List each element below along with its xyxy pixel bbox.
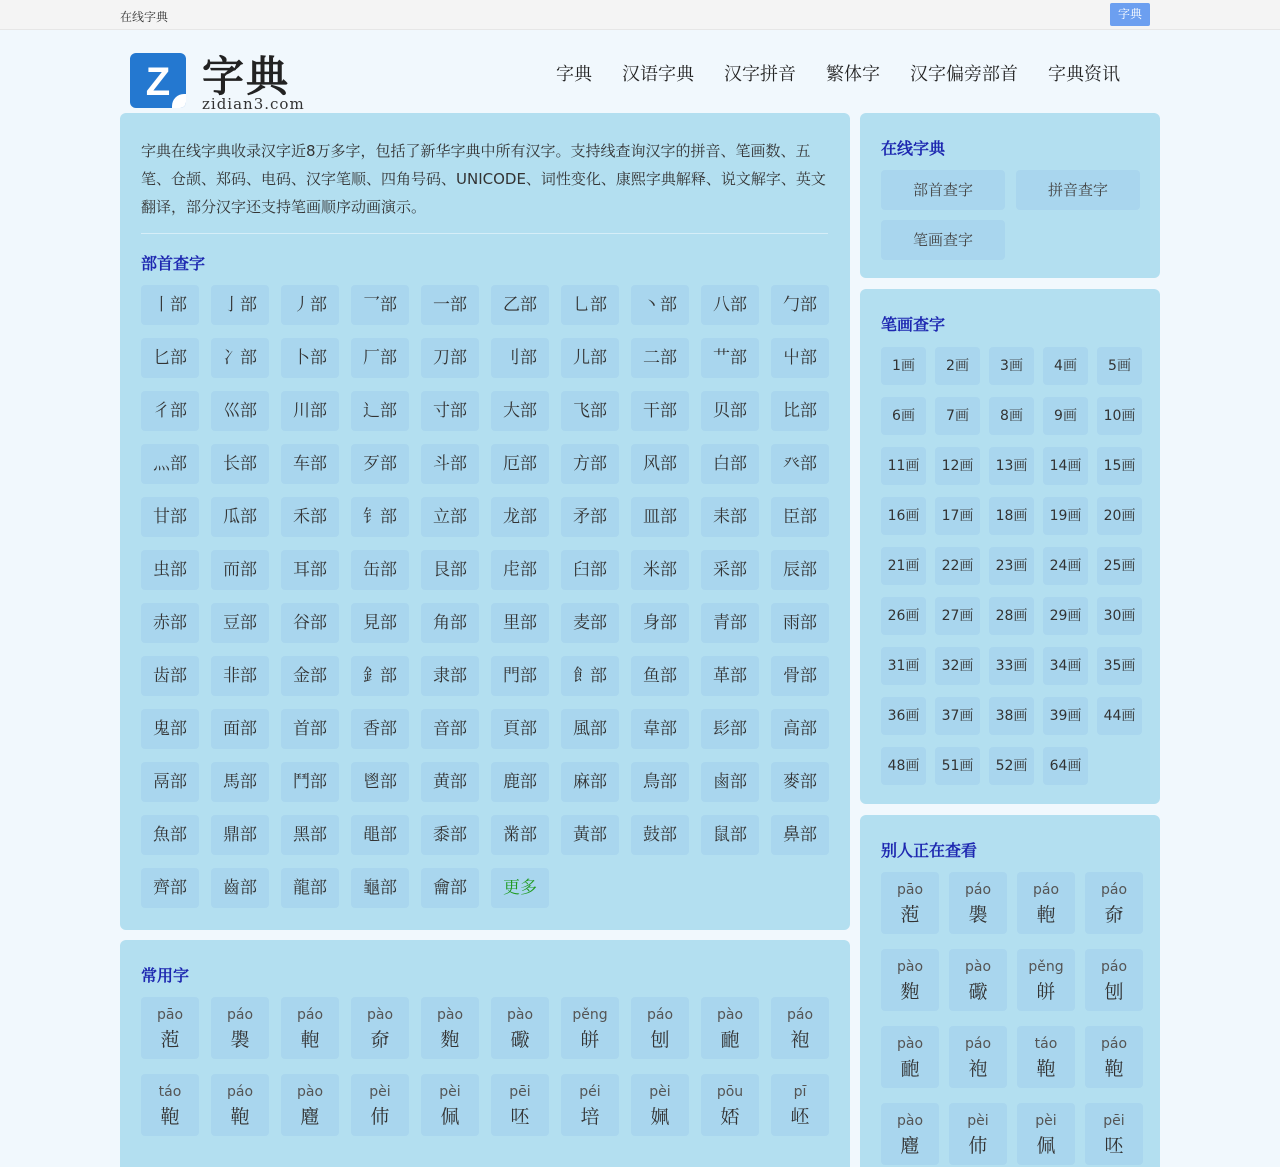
radical-button[interactable]: 青部 [701, 603, 759, 643]
character: 褜 [968, 904, 988, 926]
radical-button[interactable]: 高部 [771, 709, 829, 749]
radical-button[interactable]: 辶部 [351, 391, 409, 431]
radical-button[interactable]: 方部 [561, 444, 619, 484]
radical-button[interactable]: 贝部 [701, 391, 759, 431]
radical-button[interactable]: 鹿部 [491, 762, 549, 802]
stroke-count-button[interactable]: 34画 [1043, 647, 1088, 685]
top-bar [0, 0, 1280, 30]
radical-button[interactable]: 黹部 [491, 815, 549, 855]
stroke-count-button[interactable]: 12画 [935, 447, 980, 485]
pinyin: páo [964, 1036, 992, 1052]
radical-button[interactable]: 金部 [281, 656, 339, 696]
radical-button[interactable]: 齊部 [141, 868, 199, 908]
pinyin: pōu [716, 1084, 744, 1100]
radical-button[interactable]: 龠部 [421, 868, 479, 908]
pinyin: pāo [156, 1007, 184, 1023]
radical-button[interactable]: 鹵部 [701, 762, 759, 802]
common-char-card[interactable] [631, 1074, 689, 1136]
stroke-count-button[interactable]: 21画 [881, 547, 926, 585]
stroke-count-button[interactable]: 31画 [881, 647, 926, 685]
stroke-count-button[interactable]: 6画 [881, 397, 926, 435]
radical-search-button[interactable]: 部首查字 [881, 170, 1005, 210]
nav-radicals[interactable]: 汉字偏旁部首 [910, 64, 1018, 85]
stroke-count-button[interactable]: 30画 [1097, 597, 1142, 635]
stroke-count-button[interactable]: 10画 [1097, 397, 1142, 435]
pinyin: pào [436, 1007, 464, 1023]
stroke-count-button[interactable]: 36画 [881, 697, 926, 735]
stroke-count-button[interactable]: 29画 [1043, 597, 1088, 635]
character: 姵 [650, 1106, 670, 1128]
character: 伂 [968, 1135, 988, 1157]
radical-button[interactable]: 齒部 [211, 868, 269, 908]
radical-button[interactable]: 辰部 [771, 550, 829, 590]
character: 皏 [580, 1029, 600, 1051]
radical-button[interactable]: 丨部 [141, 285, 199, 325]
pinyin: pèi [439, 1084, 461, 1100]
pinyin: pēi [1103, 1113, 1125, 1129]
stroke-count-button[interactable]: 20画 [1097, 497, 1142, 535]
radical-button[interactable]: 大部 [491, 391, 549, 431]
radical-button[interactable]: 飞部 [561, 391, 619, 431]
radical-button[interactable]: 雨部 [771, 603, 829, 643]
pinyin: pěng [1028, 959, 1064, 975]
stroke-count-button[interactable]: 4画 [1043, 347, 1088, 385]
radical-button[interactable]: 鬯部 [351, 762, 409, 802]
radical-button[interactable]: 缶部 [351, 550, 409, 590]
radical-button[interactable]: 鱼部 [631, 656, 689, 696]
character: 鞄 [160, 1106, 180, 1128]
viewing-char-card[interactable] [1085, 1103, 1143, 1165]
stroke-count-button[interactable]: 15画 [1097, 447, 1142, 485]
pinyin-search-button[interactable]: 拼音查字 [1016, 170, 1140, 210]
common-char-card[interactable] [211, 1074, 269, 1136]
radical-button[interactable]: 巛部 [211, 391, 269, 431]
viewing-char-card[interactable] [881, 1103, 939, 1165]
radical-button[interactable]: 米部 [631, 550, 689, 590]
common-char-card[interactable] [421, 997, 479, 1059]
viewing-char-card[interactable] [949, 1026, 1007, 1088]
radical-button[interactable]: 禾部 [281, 497, 339, 537]
stroke-count-button[interactable]: 23画 [989, 547, 1034, 585]
radical-button[interactable]: 黽部 [351, 815, 409, 855]
logo-letter: Z [145, 60, 171, 104]
pinyin: páo [646, 1007, 674, 1023]
pinyin: táo [158, 1084, 182, 1100]
viewing-char-card[interactable] [1017, 949, 1075, 1011]
stroke-count-button[interactable]: 48画 [881, 747, 926, 785]
viewing-char-card[interactable] [1017, 872, 1075, 934]
radical-button[interactable]: 白部 [701, 444, 759, 484]
pinyin: pèi [369, 1084, 391, 1100]
radical-button[interactable]: 里部 [491, 603, 549, 643]
character: 褜 [230, 1029, 250, 1051]
common-char-card[interactable] [141, 997, 199, 1059]
radical-button[interactable]: 龜部 [351, 868, 409, 908]
character: 刨 [1104, 981, 1124, 1003]
common-char-card[interactable] [211, 997, 269, 1059]
pinyin: páo [1100, 959, 1128, 975]
radical-button[interactable]: 鼎部 [211, 815, 269, 855]
stroke-count-button[interactable]: 13画 [989, 447, 1034, 485]
stroke-count-button[interactable]: 1画 [881, 347, 926, 385]
radical-button[interactable]: 丿部 [281, 285, 339, 325]
radical-button[interactable]: 黄部 [421, 762, 479, 802]
stroke-count-button[interactable]: 18画 [989, 497, 1034, 535]
character: 袍 [968, 1058, 988, 1080]
radical-button[interactable]: 赤部 [141, 603, 199, 643]
radical-button[interactable]: 长部 [211, 444, 269, 484]
pinyin: pāo [896, 882, 924, 898]
nav-traditional[interactable]: 繁体字 [826, 64, 880, 85]
pinyin: péi [579, 1084, 601, 1100]
character: 伂 [370, 1106, 390, 1128]
stroke-count-button[interactable]: 33画 [989, 647, 1034, 685]
radical-button[interactable]: 乛部 [351, 285, 409, 325]
character: 呸 [510, 1106, 530, 1128]
intro-text: 字典在线字典收录汉字近8万多字，包括了新华字典中所有汉字。支持线查询汉字的拼音、笔画数、五笔、仓颉、郑码、电码、汉字笔顺、四角号码、UNICODE、词性变化、康熙字典解释、说文解字、英文翻译，部分汉字还支持笔画顺序动画演示。 [141, 142, 826, 216]
radical-button[interactable]: 麥部 [771, 762, 829, 802]
radical-button[interactable]: 钅部 [351, 497, 409, 537]
logo-icon[interactable] [130, 53, 186, 108]
radical-button[interactable]: 一部 [421, 285, 479, 325]
character: 礮 [510, 1029, 530, 1051]
radical-button[interactable]: 卜部 [281, 338, 339, 378]
radical-button[interactable]: 齿部 [141, 656, 199, 696]
character: 萢 [160, 1029, 180, 1051]
more-radicals-link[interactable]: 更多 [491, 868, 549, 908]
radical-button[interactable]: 矛部 [561, 497, 619, 537]
nav-pinyin[interactable]: 汉字拼音 [724, 64, 796, 85]
stroke-count-button[interactable]: 16画 [881, 497, 926, 535]
common-char-card[interactable] [631, 997, 689, 1059]
viewing-char-card[interactable] [1085, 1026, 1143, 1088]
radical-button[interactable]: 魚部 [141, 815, 199, 855]
stroke-count-button[interactable]: 5画 [1097, 347, 1142, 385]
radical-button[interactable]: 寸部 [421, 391, 479, 431]
radical-button[interactable]: 髟部 [701, 709, 759, 749]
character: 鞄 [1104, 1058, 1124, 1080]
radical-button[interactable]: 瓜部 [211, 497, 269, 537]
nav-chinese-dictionary[interactable]: 汉语字典 [622, 64, 694, 85]
radical-button[interactable]: 鼠部 [701, 815, 759, 855]
stroke-count-button[interactable]: 28画 [989, 597, 1034, 635]
pinyin: pèi [1035, 1113, 1057, 1129]
radical-button[interactable]: 香部 [351, 709, 409, 749]
radical-button[interactable]: 黑部 [281, 815, 339, 855]
radical-button[interactable]: 飠部 [561, 656, 619, 696]
radical-button[interactable]: 彳部 [141, 391, 199, 431]
character: 佩 [1036, 1135, 1056, 1157]
character: 鞄 [1036, 1058, 1056, 1080]
pinyin: pào [896, 1036, 924, 1052]
stroke-count-button[interactable]: 27画 [935, 597, 980, 635]
character: 靤 [900, 1058, 920, 1080]
character: 岯 [790, 1106, 810, 1128]
stroke-search-button[interactable]: 笔画查字 [881, 220, 1005, 260]
character: 麅 [900, 1135, 920, 1157]
viewing-char-card[interactable] [881, 949, 939, 1011]
stroke-count-button[interactable]: 11画 [881, 447, 926, 485]
radical-button[interactable]: 角部 [421, 603, 479, 643]
stroke-count-button[interactable]: 37画 [935, 697, 980, 735]
radical-button[interactable]: 鬥部 [281, 762, 339, 802]
radical-button[interactable]: 見部 [351, 603, 409, 643]
online-title: 在线字典 [881, 139, 946, 158]
common-char-card[interactable] [491, 997, 549, 1059]
pinyin: pào [296, 1084, 324, 1100]
stroke-count-button[interactable]: 2画 [935, 347, 980, 385]
common-char-card[interactable] [701, 997, 759, 1059]
stroke-count-button[interactable]: 19画 [1043, 497, 1088, 535]
radical-button[interactable]: 黍部 [421, 815, 479, 855]
radical-button[interactable]: 谷部 [281, 603, 339, 643]
radical-button[interactable]: 二部 [631, 338, 689, 378]
common-char-card[interactable] [771, 1074, 829, 1136]
radical-button[interactable]: 鼻部 [771, 815, 829, 855]
character: 麅 [300, 1106, 320, 1128]
logo-domain: zidian3.com [202, 95, 305, 113]
stroke-count-button[interactable]: 38画 [989, 697, 1034, 735]
common-char-card[interactable] [561, 997, 619, 1059]
viewing-char-card[interactable] [949, 949, 1007, 1011]
radical-button[interactable]: 刀部 [421, 338, 479, 378]
stroke-count-button[interactable]: 7画 [935, 397, 980, 435]
character: 萢 [900, 904, 920, 926]
radical-button[interactable]: 采部 [701, 550, 759, 590]
stroke-count-button[interactable]: 35画 [1097, 647, 1142, 685]
common-char-card[interactable] [771, 997, 829, 1059]
radical-button[interactable]: 骨部 [771, 656, 829, 696]
radical-button[interactable]: 艮部 [421, 550, 479, 590]
site-name: 在线字典 [120, 10, 169, 24]
character: 佩 [440, 1106, 460, 1128]
pinyin: páo [1100, 882, 1128, 898]
radical-button[interactable]: 面部 [211, 709, 269, 749]
viewing-char-card[interactable] [1017, 1026, 1075, 1088]
radical-button[interactable]: 豆部 [211, 603, 269, 643]
radical-button[interactable]: 非部 [211, 656, 269, 696]
viewing-char-card[interactable] [1085, 949, 1143, 1011]
viewing-title: 别人正在查看 [881, 841, 978, 860]
pinyin: pào [506, 1007, 534, 1023]
radical-button[interactable]: 冫部 [211, 338, 269, 378]
viewing-char-card[interactable] [881, 1026, 939, 1088]
radical-button[interactable]: 刂部 [491, 338, 549, 378]
radical-button[interactable]: 臼部 [561, 550, 619, 590]
stroke-count-button[interactable]: 14画 [1043, 447, 1088, 485]
radical-button[interactable]: 龙部 [491, 497, 549, 537]
radical-button[interactable]: 馬部 [211, 762, 269, 802]
radical-button[interactable]: 亅部 [211, 285, 269, 325]
character: 奅 [1104, 904, 1124, 926]
character: 靤 [720, 1029, 740, 1051]
radical-button[interactable]: 耳部 [281, 550, 339, 590]
character: 娝 [720, 1106, 740, 1128]
pinyin: pào [896, 1113, 924, 1129]
pinyin: pèi [649, 1084, 671, 1100]
radical-button[interactable]: 艹部 [701, 338, 759, 378]
pinyin: páo [296, 1007, 324, 1023]
viewing-char-card[interactable] [881, 872, 939, 934]
radical-button[interactable]: 车部 [281, 444, 339, 484]
stroke-count-button[interactable]: 32画 [935, 647, 980, 685]
character: 培 [580, 1106, 600, 1128]
common-char-card[interactable] [561, 1074, 619, 1136]
radical-button[interactable]: 匕部 [141, 338, 199, 378]
radical-button[interactable]: 麻部 [561, 762, 619, 802]
radical-button[interactable]: 釒部 [351, 656, 409, 696]
radical-button[interactable]: 癶部 [771, 444, 829, 484]
character: 鞄 [230, 1106, 250, 1128]
stroke-count-button[interactable]: 25画 [1097, 547, 1142, 585]
radical-button[interactable]: 歹部 [351, 444, 409, 484]
pinyin: pào [964, 959, 992, 975]
logo-title[interactable]: 字典 [202, 52, 291, 101]
pinyin: páo [226, 1084, 254, 1100]
radical-button[interactable]: 斗部 [421, 444, 479, 484]
pinyin: pào [716, 1007, 744, 1023]
stroke-count-button[interactable]: 22画 [935, 547, 980, 585]
radical-button[interactable]: 麦部 [561, 603, 619, 643]
stroke-count-button[interactable]: 17画 [935, 497, 980, 535]
character: 麭 [440, 1029, 460, 1051]
strokes-title: 笔画查字 [881, 315, 946, 334]
character: 礮 [968, 981, 988, 1003]
pinyin: pào [896, 959, 924, 975]
pinyin: páo [226, 1007, 254, 1023]
pinyin: pī [793, 1084, 807, 1100]
viewing-char-card[interactable] [1085, 872, 1143, 934]
common-char-card[interactable] [141, 1074, 199, 1136]
pinyin: pèi [967, 1113, 989, 1129]
stroke-count-button[interactable]: 24画 [1043, 547, 1088, 585]
common-char-card[interactable] [491, 1074, 549, 1136]
pinyin: páo [1100, 1036, 1128, 1052]
pinyin: pěng [572, 1007, 608, 1023]
divider [141, 233, 828, 234]
character: 軳 [300, 1029, 320, 1051]
common-char-card[interactable] [281, 1074, 339, 1136]
pinyin: táo [1034, 1036, 1058, 1052]
viewing-char-card[interactable] [949, 872, 1007, 934]
radical-button[interactable]: 鼓部 [631, 815, 689, 855]
radical-button[interactable]: 黃部 [561, 815, 619, 855]
character: 麭 [900, 981, 920, 1003]
character: 皏 [1036, 981, 1056, 1003]
character: 奅 [370, 1029, 390, 1051]
radical-button[interactable]: 皿部 [631, 497, 689, 537]
radical-button[interactable]: 干部 [631, 391, 689, 431]
pinyin: páo [786, 1007, 814, 1023]
nav-dictionary[interactable]: 字典 [556, 64, 592, 85]
radical-button[interactable]: 鬼部 [141, 709, 199, 749]
character: 袍 [790, 1029, 810, 1051]
stroke-count-button[interactable]: 9画 [1043, 397, 1088, 435]
common-char-card[interactable] [351, 997, 409, 1059]
radical-button[interactable]: 耒部 [701, 497, 759, 537]
common-char-card[interactable] [421, 1074, 479, 1136]
radical-button[interactable]: 首部 [281, 709, 339, 749]
stroke-count-button[interactable]: 39画 [1043, 697, 1088, 735]
pinyin: pēi [509, 1084, 531, 1100]
radical-button[interactable]: 門部 [491, 656, 549, 696]
radical-button[interactable]: 甘部 [141, 497, 199, 537]
radical-button[interactable]: 勹部 [771, 285, 829, 325]
character: 刨 [650, 1029, 670, 1051]
radical-button[interactable]: 乙部 [491, 285, 549, 325]
pinyin: páo [964, 882, 992, 898]
radical-button[interactable]: 頁部 [491, 709, 549, 749]
dictionary-badge[interactable]: 字典 [1110, 3, 1150, 26]
radical-button[interactable]: 革部 [701, 656, 759, 696]
common-char-card[interactable] [281, 997, 339, 1059]
character: 軳 [1036, 904, 1056, 926]
stroke-count-button[interactable]: 51画 [935, 747, 980, 785]
radical-button[interactable]: 儿部 [561, 338, 619, 378]
radical-button[interactable]: 八部 [701, 285, 759, 325]
stroke-count-button[interactable]: 3画 [989, 347, 1034, 385]
radical-button[interactable]: 隶部 [421, 656, 479, 696]
common-char-card[interactable] [701, 1074, 759, 1136]
radical-button[interactable]: 鳥部 [631, 762, 689, 802]
radical-button[interactable]: 風部 [561, 709, 619, 749]
radical-button[interactable]: 比部 [771, 391, 829, 431]
stroke-count-button[interactable]: 26画 [881, 597, 926, 635]
stroke-count-button[interactable]: 8画 [989, 397, 1034, 435]
viewing-char-card[interactable] [949, 1103, 1007, 1165]
radical-button[interactable]: 川部 [281, 391, 339, 431]
radical-button[interactable]: 立部 [421, 497, 479, 537]
radical-button[interactable]: 虫部 [141, 550, 199, 590]
nav-news[interactable]: 字典资讯 [1048, 64, 1120, 85]
radicals-title: 部首查字 [141, 254, 206, 273]
stroke-count-button[interactable]: 44画 [1097, 697, 1142, 735]
viewing-char-card[interactable] [1017, 1103, 1075, 1165]
radical-button[interactable]: 鬲部 [141, 762, 199, 802]
radical-button[interactable]: 风部 [631, 444, 689, 484]
radical-button[interactable]: 屮部 [771, 338, 829, 378]
radical-button[interactable]: 乚部 [561, 285, 619, 325]
radical-button[interactable]: 身部 [631, 603, 689, 643]
pinyin: pào [366, 1007, 394, 1023]
radical-button[interactable]: 厂部 [351, 338, 409, 378]
stroke-count-button[interactable]: 64画 [1043, 747, 1088, 785]
pinyin: páo [1032, 882, 1060, 898]
radical-button[interactable]: 厄部 [491, 444, 549, 484]
radical-button[interactable]: 龍部 [281, 868, 339, 908]
stroke-count-button[interactable]: 52画 [989, 747, 1034, 785]
radical-button[interactable]: 虍部 [491, 550, 549, 590]
radical-button[interactable]: 臣部 [771, 497, 829, 537]
character: 呸 [1104, 1135, 1124, 1157]
radical-button[interactable]: 音部 [421, 709, 479, 749]
radical-button[interactable]: 韋部 [631, 709, 689, 749]
radical-button[interactable]: 而部 [211, 550, 269, 590]
radical-button[interactable]: 灬部 [141, 444, 199, 484]
common-char-card[interactable] [351, 1074, 409, 1136]
radical-button[interactable]: 丶部 [631, 285, 689, 325]
common-title: 常用字 [141, 966, 190, 985]
